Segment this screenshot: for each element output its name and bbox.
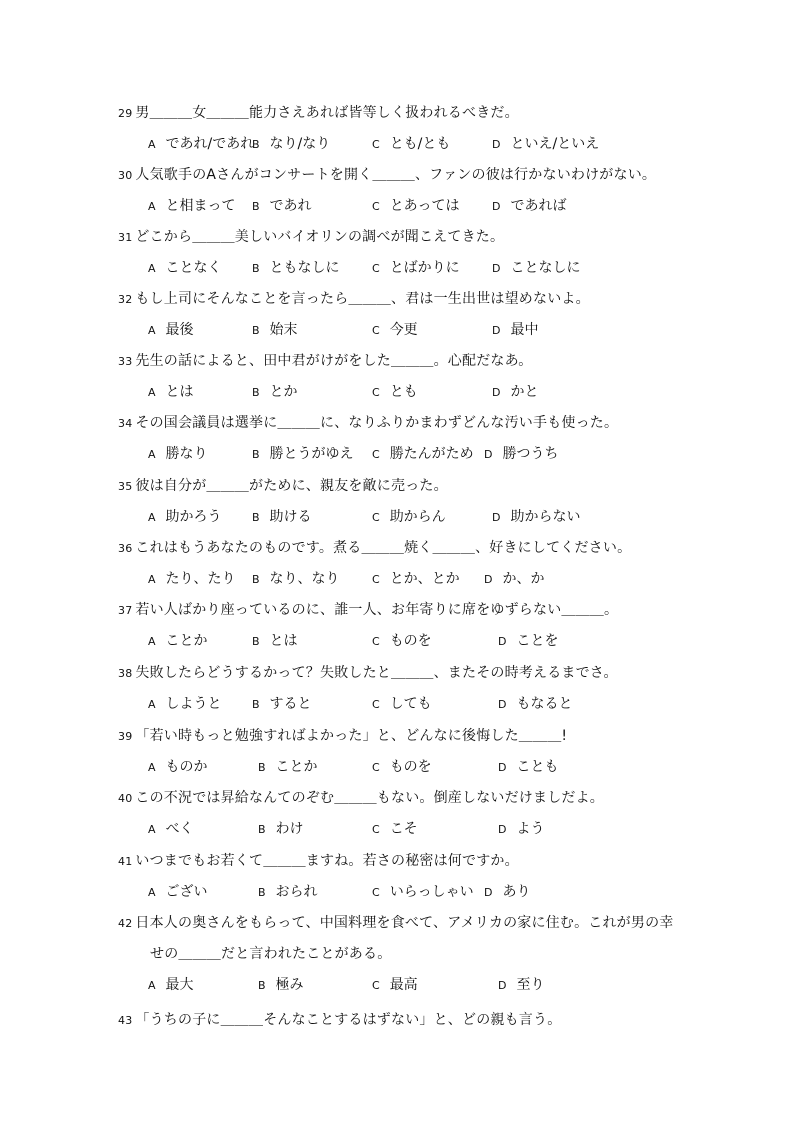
option-letter: B (258, 823, 266, 836)
question-34-stem (118, 413, 618, 434)
option-letter: D (492, 200, 501, 213)
option-letter: A (148, 511, 156, 524)
option-d (492, 382, 538, 403)
question-43-stem (118, 1010, 561, 1031)
option-text: 勝たんがため (389, 446, 474, 462)
question-text: いつまでもお若くて＿＿＿ますね。若さの秘密は何ですか。 (135, 853, 519, 869)
option-d (498, 631, 558, 652)
option-b (252, 569, 340, 590)
option-text: ものを (389, 759, 432, 775)
option-text: なり、なり (269, 571, 340, 587)
option-b (252, 694, 312, 715)
option-text: とばかりに (389, 260, 460, 276)
option-c (372, 631, 432, 652)
option-text: 助からん (389, 509, 446, 525)
question-text: これはもうあなたのものです。煮る＿＿＿焼く＿＿＿、好きにしてください。 (135, 540, 632, 556)
option-letter: C (372, 324, 380, 337)
option-letter: D (492, 324, 501, 337)
option-a (148, 757, 208, 778)
option-text: とも/とも (389, 136, 451, 152)
option-c (372, 444, 474, 465)
option-letter: C (372, 448, 380, 461)
option-text: 最中 (510, 322, 539, 338)
question-number: 30 (118, 169, 133, 182)
option-c (372, 258, 460, 279)
option-letter: A (148, 138, 156, 151)
option-text: ことも (516, 759, 559, 775)
option-c (372, 196, 460, 217)
option-letter: C (372, 573, 380, 586)
option-letter: C (372, 698, 380, 711)
option-text: 極み (275, 977, 304, 993)
option-text: ことを (516, 633, 559, 649)
question-text: 先生の話によると、田中君がけがをした＿＿＿。心配だなあ。 (135, 353, 533, 369)
option-b (258, 757, 318, 778)
option-text: ござい (165, 884, 208, 900)
question-text: 「うちの子に＿＿＿そんなことするはずない」と、どの親も言う。 (135, 1012, 562, 1028)
option-letter: C (372, 262, 380, 275)
option-letter: B (252, 635, 260, 648)
option-letter: A (148, 635, 156, 648)
question-text: この不況では昇給なんてのぞむ＿＿＿もない。倒産しないだけましだよ。 (135, 790, 605, 806)
question-37-stem (118, 600, 618, 621)
question-40-stem (118, 788, 604, 809)
option-d (492, 258, 580, 279)
option-text: ものか (165, 759, 208, 775)
option-text: か、か (502, 571, 545, 587)
option-text: 最高 (389, 977, 418, 993)
question-text: 人気歌手のAさんがコンサートを開く＿＿＿、ファンの彼は行かないわけがない。 (135, 167, 657, 183)
option-letter: B (252, 448, 260, 461)
question-text: その国会議員は選挙に＿＿＿に、なりふりかまわずどんな汚い手も使った。 (135, 415, 619, 431)
option-text: とか、とか (389, 571, 460, 587)
option-letter: A (148, 761, 156, 774)
option-a (148, 882, 208, 903)
question-text-continued: せの＿＿＿だと言われたことがある。 (150, 946, 392, 962)
option-text: ともなしに (269, 260, 340, 276)
option-letter: D (492, 138, 501, 151)
option-d (484, 882, 530, 903)
option-text: いらっしゃい (389, 884, 474, 900)
question-number: 29 (118, 107, 133, 120)
question-number: 42 (118, 917, 133, 930)
question-number: 33 (118, 355, 133, 368)
option-text: 勝つうち (502, 446, 559, 462)
option-text: べく (165, 821, 194, 837)
option-c (372, 819, 418, 840)
option-text: こそ (389, 821, 418, 837)
option-text: ことなしに (510, 260, 581, 276)
option-b (258, 882, 318, 903)
question-31-stem (118, 227, 504, 248)
option-a (148, 196, 236, 217)
question-number: 40 (118, 792, 133, 805)
option-text: 助ける (269, 509, 312, 525)
option-letter: D (484, 886, 493, 899)
question-number: 34 (118, 417, 133, 430)
question-number: 32 (118, 293, 133, 306)
option-text: おられ (275, 884, 318, 900)
option-letter: B (252, 138, 260, 151)
question-text: 失敗したらどうするかって？失敗したと＿＿＿、またその時考えるまでさ。 (135, 665, 618, 681)
option-b (252, 631, 298, 652)
option-letter: B (252, 698, 260, 711)
question-30-stem (118, 165, 656, 186)
option-d (484, 444, 558, 465)
option-letter: A (148, 324, 156, 337)
option-letter: C (372, 200, 380, 213)
question-text: 彼は自分が＿＿＿がために、親友を敵に売った。 (135, 478, 448, 494)
option-text: であれば (510, 198, 567, 214)
question-text: もし上司にそんなことを言ったら＿＿＿、君は一生出世は望めないよ。 (135, 291, 590, 307)
option-letter: C (372, 386, 380, 399)
question-33-stem (118, 351, 532, 372)
question-text: 若い人ばかり座っているのに、誰一人、お年寄りに席をゆずらない＿＿＿。 (135, 602, 619, 618)
option-text: 至り (516, 977, 545, 993)
option-letter: C (372, 635, 380, 648)
option-letter: B (252, 511, 260, 524)
option-text: 始末 (269, 322, 298, 338)
option-text: とも (389, 384, 418, 400)
option-text: かと (510, 384, 539, 400)
option-letter: A (148, 823, 156, 836)
option-text: なり/なり (269, 136, 331, 152)
option-letter: B (252, 386, 260, 399)
option-d (498, 694, 572, 715)
question-42-stem (118, 913, 673, 934)
option-letter: B (252, 324, 260, 337)
option-letter: A (148, 573, 156, 586)
option-text: 今更 (389, 322, 418, 338)
option-c (372, 975, 418, 996)
option-letter: A (148, 698, 156, 711)
option-text: たり、たり (165, 571, 236, 587)
option-text: 勝とうがゆえ (269, 446, 354, 462)
question-number: 31 (118, 231, 133, 244)
question-number: 35 (118, 480, 133, 493)
question-text: 男＿＿＿女＿＿＿能力さえあれば皆等しく扱われるべきだ。 (135, 105, 519, 121)
option-text: とは (269, 633, 298, 649)
option-text: であれ/であれ (165, 136, 255, 152)
option-letter: D (492, 511, 501, 524)
option-b (252, 320, 298, 341)
question-35-stem (118, 476, 448, 497)
option-letter: C (372, 979, 380, 992)
option-letter: D (498, 635, 507, 648)
option-b (252, 196, 312, 217)
option-a (148, 569, 236, 590)
option-d (492, 507, 580, 528)
option-text: ものを (389, 633, 432, 649)
option-letter: A (148, 200, 156, 213)
option-text: とは (165, 384, 194, 400)
option-text: と相まって (165, 198, 236, 214)
option-letter: B (252, 200, 260, 213)
option-text: ことか (275, 759, 318, 775)
option-a (148, 631, 208, 652)
option-text: といえ/といえ (510, 136, 600, 152)
option-c (372, 320, 418, 341)
option-letter: A (148, 979, 156, 992)
option-letter: D (498, 761, 507, 774)
question-text: どこから＿＿＿美しいバイオリンの調べが聞こえてきた。 (135, 229, 505, 245)
option-letter: D (498, 698, 507, 711)
option-c (372, 882, 474, 903)
option-b (252, 382, 298, 403)
option-letter: C (372, 511, 380, 524)
option-text: ことか (165, 633, 208, 649)
option-text: ことなく (165, 260, 222, 276)
option-letter: D (498, 979, 507, 992)
option-text: よう (516, 821, 545, 837)
question-number: 41 (118, 855, 133, 868)
option-a (148, 320, 194, 341)
option-a (148, 819, 194, 840)
option-text: しようと (165, 696, 222, 712)
option-text: あり (502, 884, 531, 900)
question-36-stem (118, 538, 631, 559)
option-letter: A (148, 448, 156, 461)
question-number: 38 (118, 667, 133, 680)
option-text: すると (269, 696, 312, 712)
option-letter: A (148, 262, 156, 275)
option-c (372, 382, 418, 403)
question-text: 日本人の奥さんをもらって、中国料理を食べて、アメリカの家に住む。これが男の幸 (135, 915, 674, 931)
question-number: 39 (118, 730, 133, 743)
question-38-stem (118, 663, 618, 684)
option-c (372, 757, 432, 778)
option-text: わけ (275, 821, 304, 837)
option-b (252, 258, 340, 279)
question-41-stem (118, 851, 519, 872)
option-d (492, 196, 566, 217)
question-32-stem (118, 289, 590, 310)
option-c (372, 507, 446, 528)
option-letter: C (372, 886, 380, 899)
option-text: 最後 (165, 322, 194, 338)
option-d (484, 569, 544, 590)
option-text: しても (389, 696, 432, 712)
option-letter: B (258, 761, 266, 774)
option-letter: B (258, 979, 266, 992)
option-letter: C (372, 761, 380, 774)
option-c (372, 694, 432, 715)
option-text: とか (269, 384, 298, 400)
option-letter: D (498, 823, 507, 836)
option-a (148, 507, 222, 528)
option-letter: D (492, 386, 501, 399)
question-39-stem (118, 726, 567, 747)
option-letter: A (148, 386, 156, 399)
option-a (148, 382, 194, 403)
option-b (252, 444, 354, 465)
option-letter: D (492, 262, 501, 275)
option-b (258, 975, 304, 996)
option-d (492, 134, 599, 155)
option-a (148, 694, 222, 715)
option-letter: C (372, 138, 380, 151)
option-letter: C (372, 823, 380, 836)
option-b (252, 507, 312, 528)
option-text: であれ (269, 198, 312, 214)
option-letter: D (484, 448, 493, 461)
option-letter: B (252, 262, 260, 275)
option-letter: D (484, 573, 493, 586)
option-text: 最大 (165, 977, 194, 993)
option-b (258, 819, 304, 840)
question-number: 43 (118, 1014, 133, 1027)
option-d (498, 757, 558, 778)
option-a (148, 444, 208, 465)
option-a (148, 975, 194, 996)
option-a (148, 258, 222, 279)
option-a (148, 134, 254, 155)
option-text: とあっては (389, 198, 460, 214)
question-number: 37 (118, 604, 133, 617)
option-text: 勝なり (165, 446, 208, 462)
option-d (498, 819, 544, 840)
option-d (498, 975, 544, 996)
option-text: もなると (516, 696, 573, 712)
option-letter: B (252, 573, 260, 586)
option-letter: B (258, 886, 266, 899)
option-text: 助からない (510, 509, 581, 525)
option-c (372, 569, 460, 590)
option-d (492, 320, 538, 341)
option-c (372, 134, 450, 155)
option-text: 助かろう (165, 509, 222, 525)
question-number: 36 (118, 542, 133, 555)
question-text: 「若い時もっと勉強すればよかった」と、どんなに後悔した＿＿＿! (135, 728, 568, 744)
option-b (252, 134, 330, 155)
option-letter: A (148, 886, 156, 899)
question-29-stem (118, 103, 519, 124)
